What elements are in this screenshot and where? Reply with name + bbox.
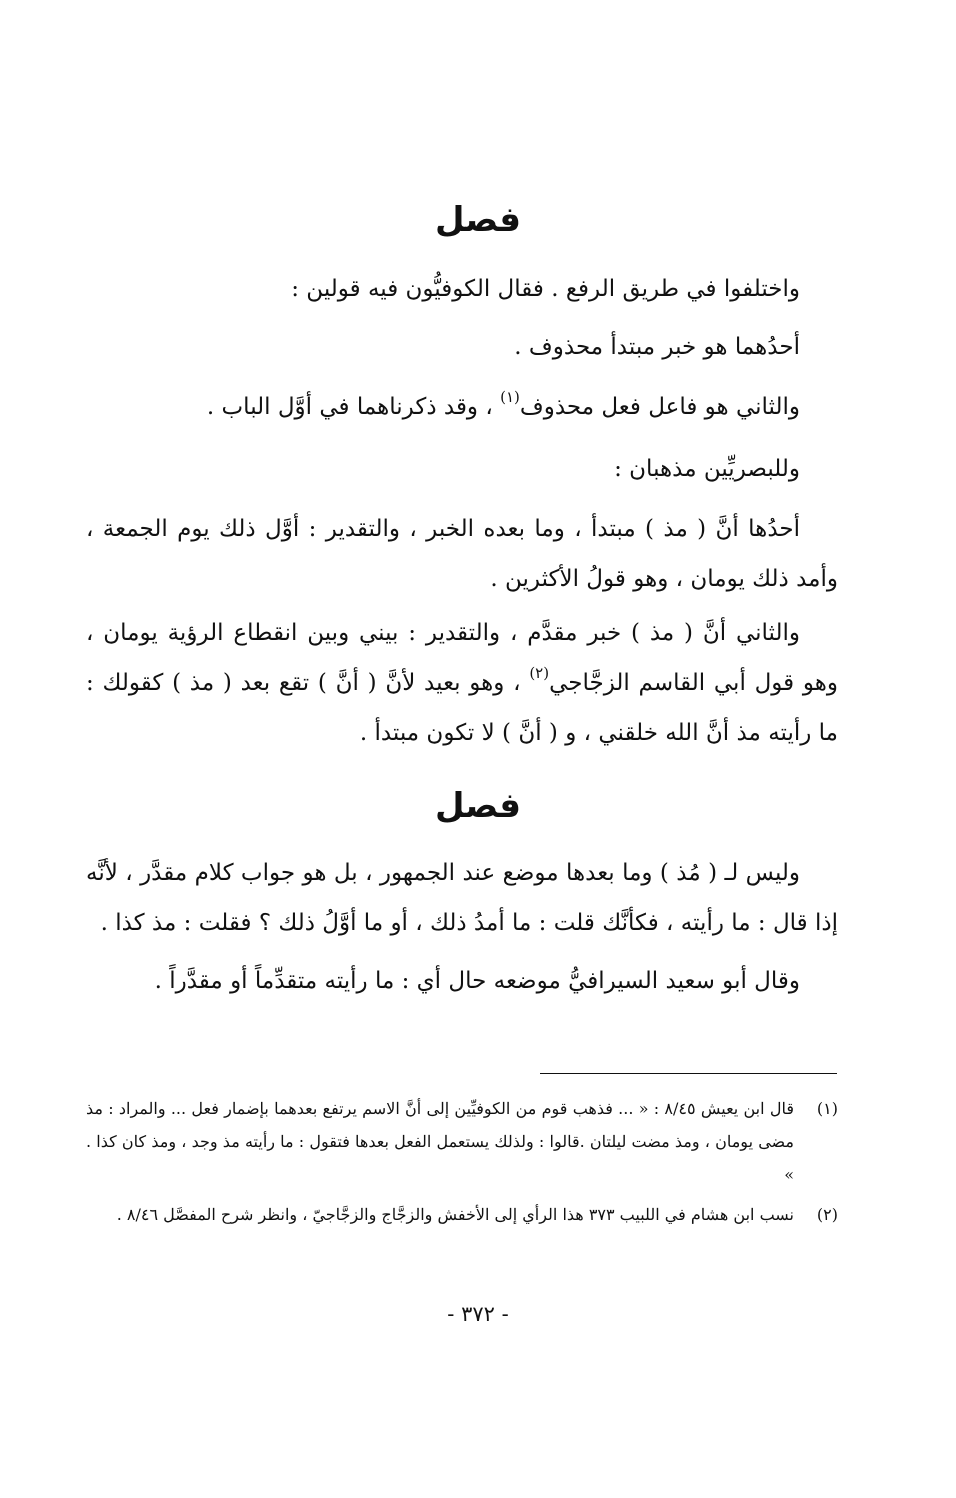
paragraph: وليس لـ ( مُذ ) وما بعدها موضع عند الجمهور ، بل هو جواب كلام مقدَّر ، لأنَّه إذا قال : ما رأيته ، فكأنَّك قلت : ما أمدُ ذلك ، أو ما أوَّلُ ذلك ؟ فقلت : مذ كذا . [86,860,838,936]
paragraph: أحدُها أنَّ ( مذ ) مبتدأ ، وما بعده الخبر ، والتقدير : أوَّل ذلك يوم الجمعة ، وأمد ذلك يومان ، وهو قولُ الأكثرين . [86,516,838,592]
paragraph-text: والثاني هو فاعل فعل محذوف [519,394,800,420]
footnote-number: (١) [816,1099,838,1118]
page-number: - ٣٧٢ - [447,1302,509,1326]
paragraph-text: ، وقد ذكرناهما في أوَّل الباب . [206,394,501,420]
paragraph: وللبصريِّين مذهبان : [614,456,800,482]
paragraph [86,382,838,432]
section-heading: فصل [434,786,522,826]
footnote-reference: (٢) [529,664,550,682]
footnote-number: (٢) [816,1205,838,1224]
footnote [86,1092,838,1191]
paragraph [86,608,838,758]
footnote-separator [540,1073,837,1074]
paragraph-text: والثاني أنَّ ( مذ ) خبر مقدَّم ، والتقدير : بيني وبين انقطاع الرؤية يومان ، وهو قول أبي القاسم الزجَّاجي [86,620,839,696]
section-heading: فصل [434,200,522,240]
paragraph-text: ، وهو بعيد لأنَّ ( أنَّ ) تقع بعد ( مذ ) كقولك : ما رأيته مذ أنَّ الله خلقني ، و ( أنَّ ) لا تكون مبتدأ . [86,670,838,746]
paragraph: أحدُهما هو خبر مبتدأ محذوف . [514,334,800,360]
paragraph: واختلفوا في طريق الرفع . فقال الكوفيُّون فيه قولين : [291,276,800,302]
paragraph: وقال أبو سعيد السيرافيُّ موضعه حال أي : ما رأيته متقدِّماً أو مقدَّراً . [154,968,800,994]
footnote-text: نسب ابن هشام في اللبيب ٣٧٣ هذا الرأي إلى الأخفش والزجَّاج والزجَّاجيّ ، وانظر شرح المفصَّل ٨/٤٦ . [116,1205,794,1224]
footnote-text: قال ابن يعيش ٨/٤٥ : « ... فذهب قوم من الكوفيِّين إلى أنَّ الاسم يرتفع بعدهما بإضمار فعل ... والمراد : مذ مضى يومان ، ومذ مضت ليلتان .قالوا : ولذلك يستعمل الفعل بعدها فتقول : ما رأيته مذ وجد ، ومذ كان كذا . » [86,1099,794,1184]
footnote [86,1198,838,1231]
footnote-reference: (١) [500,388,520,406]
